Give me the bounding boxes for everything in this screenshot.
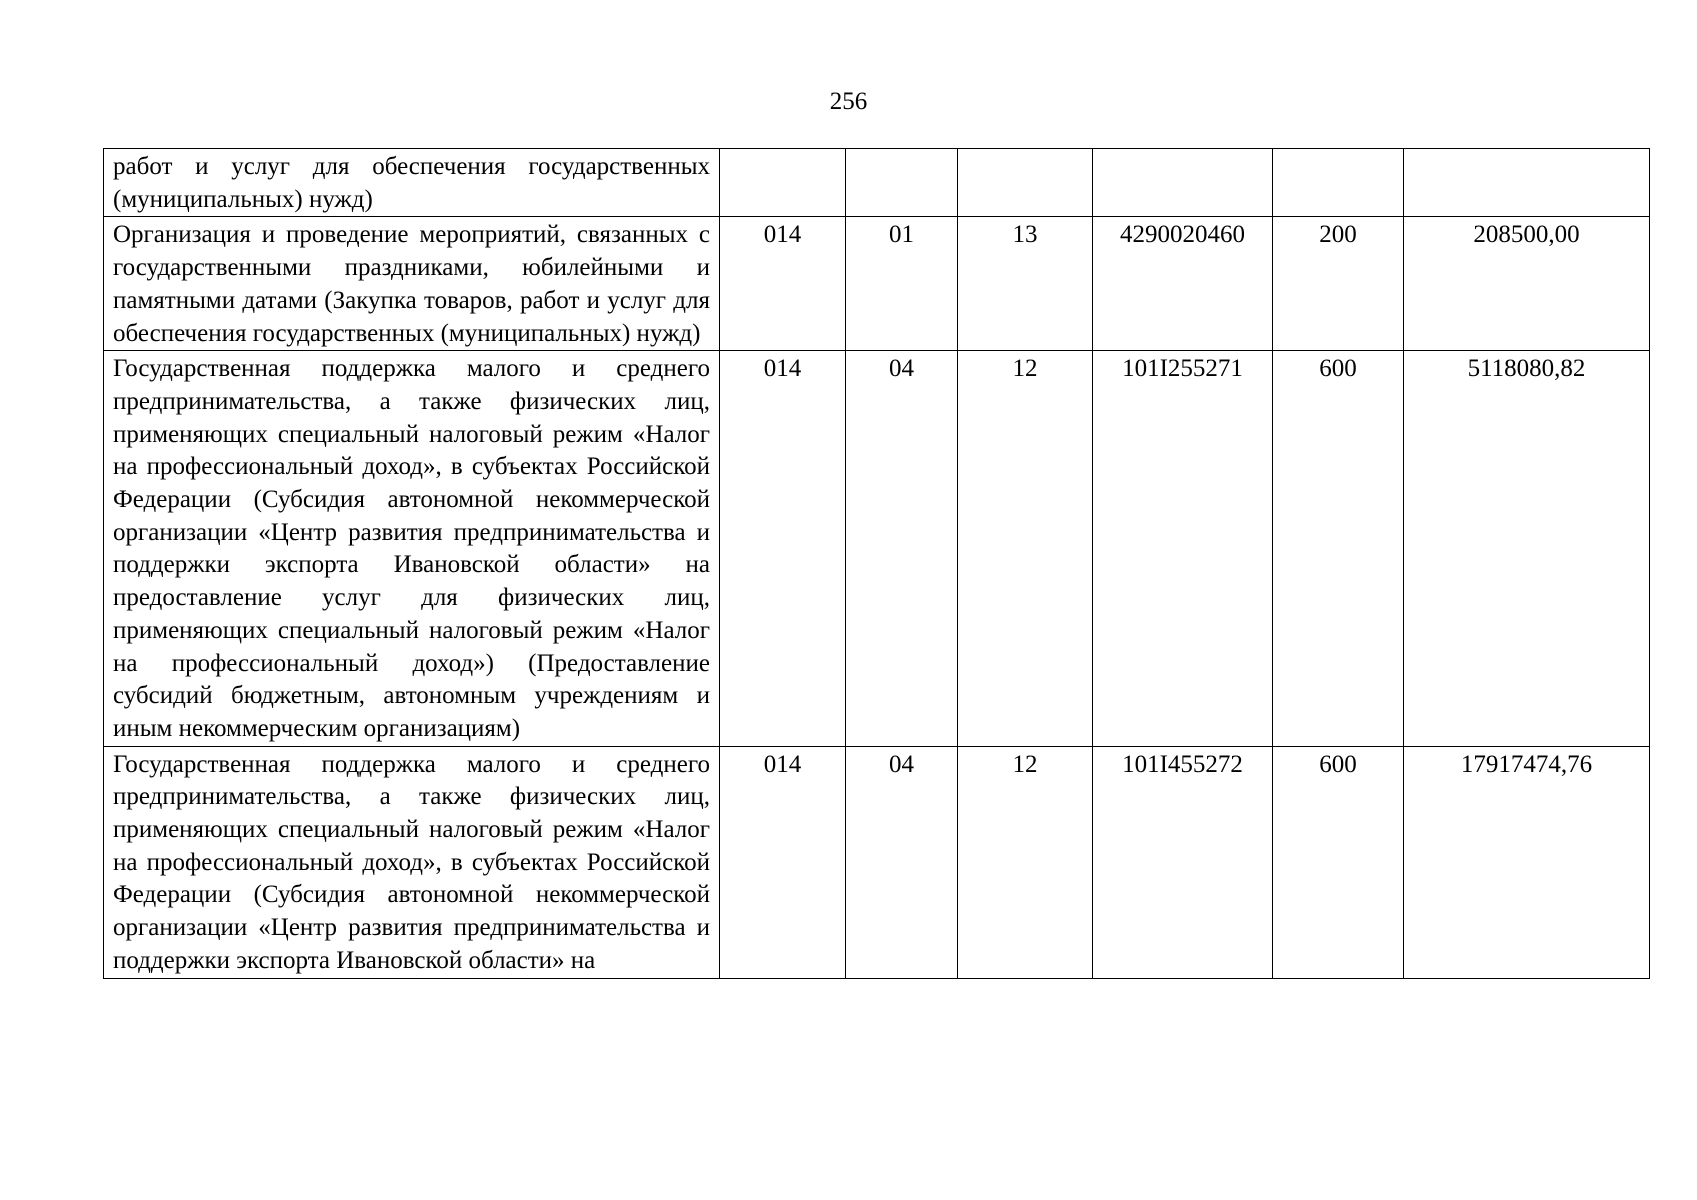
table-row (104, 746, 1650, 978)
row-amount: 208500,00 (1404, 217, 1650, 351)
row-section: 04 (846, 746, 958, 978)
row-amount: 17917474,76 (1404, 746, 1650, 978)
row-section (846, 149, 958, 217)
row-subsection: 12 (958, 746, 1093, 978)
page-number: 256 (829, 88, 868, 115)
row-target-code: 101I455272 (1093, 746, 1273, 978)
row-expense-kind (1273, 149, 1404, 217)
row-admin-code: 014 (720, 746, 846, 978)
row-subsection (958, 149, 1093, 217)
row-amount: 5118080,82 (1404, 351, 1650, 746)
table-row (104, 217, 1650, 351)
row-expense-kind: 600 (1273, 351, 1404, 746)
row-expense-kind: 600 (1273, 746, 1404, 978)
row-admin-code: 014 (720, 351, 846, 746)
row-target-code: 101I255271 (1093, 351, 1273, 746)
row-description: Государственная поддержка малого и среднего предпринимательства, а также физических лиц, применяющих специальный налоговый режим «Налог на профессиональный доход», в субъектах Российской Федерации (Субсидия автономной некоммерческой организации «Центр развития предпринимательства и поддержки экспорта Ивановской области» на (104, 746, 720, 978)
row-expense-kind: 200 (1273, 217, 1404, 351)
row-amount (1404, 149, 1650, 217)
row-admin-code: 014 (720, 217, 846, 351)
row-section: 04 (846, 351, 958, 746)
table-row (104, 149, 1650, 217)
row-description: работ и услуг для обеспечения государственных (муниципальных) нужд) (104, 149, 720, 217)
row-description: Организация и проведение мероприятий, связанных с государственными праздниками, юбилейными и памятными датами (Закупка товаров, работ и услуг для обеспечения государственных (муниципальных) нужд) (104, 217, 720, 351)
row-description: Государственная поддержка малого и среднего предпринимательства, а также физических лиц, применяющих специальный налоговый режим «Налог на профессиональный доход», в субъектах Российской Федерации (Субсидия автономной некоммерческой организации «Центр развития предпринимательства и поддержки экспорта Ивановской области» на предоставление услуг для физических лиц, применяющих специальный налоговый режим «Налог на профессиональный доход») (Предоставление субсидий бюджетным, автономным учреждениям и иным некоммерческим организациям) (104, 351, 720, 746)
row-section: 01 (846, 217, 958, 351)
budget-table (103, 148, 1650, 979)
row-admin-code (720, 149, 846, 217)
table-row (104, 351, 1650, 746)
row-subsection: 13 (958, 217, 1093, 351)
row-target-code: 4290020460 (1093, 217, 1273, 351)
row-subsection: 12 (958, 351, 1093, 746)
row-target-code (1093, 149, 1273, 217)
